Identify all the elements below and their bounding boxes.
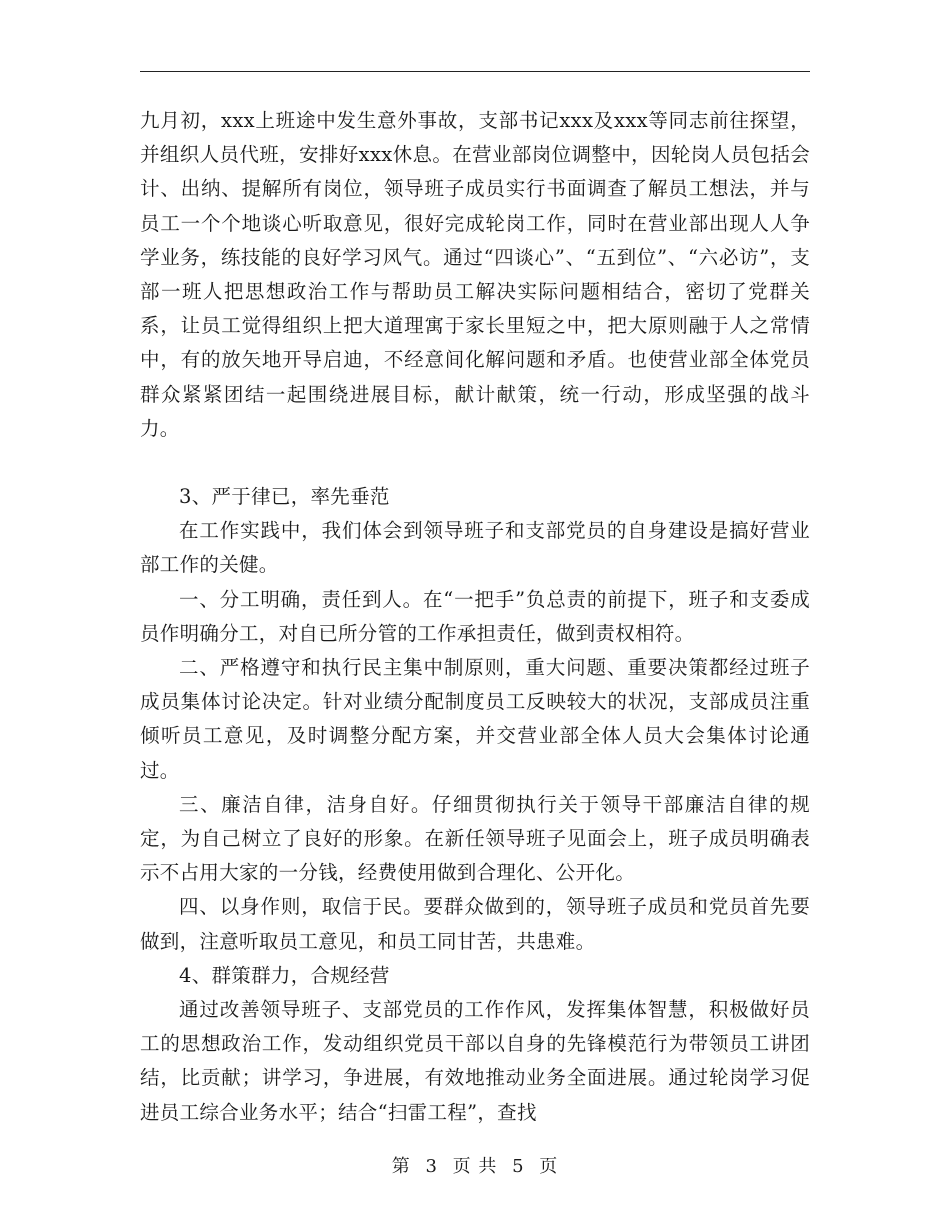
- footer-total-pages: 5: [512, 1156, 525, 1177]
- footer-middle: 页 共: [452, 1156, 498, 1177]
- body-paragraph: 三、廉洁自律，洁身自好。仔细贯彻执行关于领导干部廉洁自律的规定，为自己树立了良好的形象。在新任领导班子见面会上，班子成员明确表示不占用大家的一分钱，经费使用做到合理化、公开化。: [140, 792, 810, 885]
- body-paragraph: 二、严格遵守和执行民主集中制原则，重大问题、重要决策都经过班子成员集体讨论决定。针对业绩分配制度员工反映较大的状况，支部成员注重倾听员工意见，及时调整分配方案，并交营业部全体人员大会集体讨论通过。: [140, 656, 810, 782]
- body-paragraph: 四、以身作则，取信于民。要群众做到的，领导班子成员和党员首先要做到，注意听取员工意见，和员工同甘苦，共患难。: [140, 895, 810, 953]
- section-heading: 4、群策群力，合规经营: [179, 963, 390, 987]
- section-heading: 3、严于律已，率先垂范: [179, 485, 390, 509]
- body-paragraph: 通过改善领导班子、支部党员的工作作风，发挥集体智慧，积极做好员工的思想政治工作，发动组织党员干部以自身的先锋模范行为带领员工讲团结，比贡献；讲学习，争进展，有效地推动业务全面进展。通过轮岗学习促进员工综合业务水平；结合“扫雷工程”，查找: [140, 998, 810, 1124]
- body-paragraph: 在工作实践中，我们体会到领导班子和支部党员的自身建设是搞好营业部工作的关健。: [140, 519, 810, 577]
- footer-page-number: 3: [425, 1156, 438, 1177]
- footer-prefix: 第: [391, 1156, 411, 1177]
- body-paragraph: 一、分工明确，责任到人。在“一把手”负总责的前提下，班子和支委成员作明确分工，对自已所分管的工作承担责任，做到责权相符。: [140, 587, 810, 645]
- document-body: [140, 104, 810, 1130]
- footer-suffix: 页: [539, 1156, 559, 1177]
- body-paragraph: 九月初，xxx上班途中发生意外事故，支部书记xxx及xxx等同志前往探望，并组织人员代班，安排好xxx休息。在营业部岗位调整中，因轮岗人员包括会计、出纳、提解所有岗位，领导班子成员实行书面调查了解员工想法，并与员工一个个地谈心听取意见，很好完成轮岗工作，同时在营业部出现人人争学业务，练技能的良好学习风气。通过“四谈心”、“五到位”、“六必访”，支部一班人把思想政治工作与帮助员工解决实际问题相结合，密切了党群关系，让员工觉得组织上把大道理寓于家长里短之中，把大原则融于人之常情中，有的放矢地开导启迪，不经意间化解问题和矛盾。也使营业部全体党员群众紧紧团结一起围绕进展目标，献计献策，统一行动，形成坚强的战斗力。: [140, 109, 810, 440]
- page-footer: [0, 1152, 950, 1178]
- header-rule: [140, 71, 810, 72]
